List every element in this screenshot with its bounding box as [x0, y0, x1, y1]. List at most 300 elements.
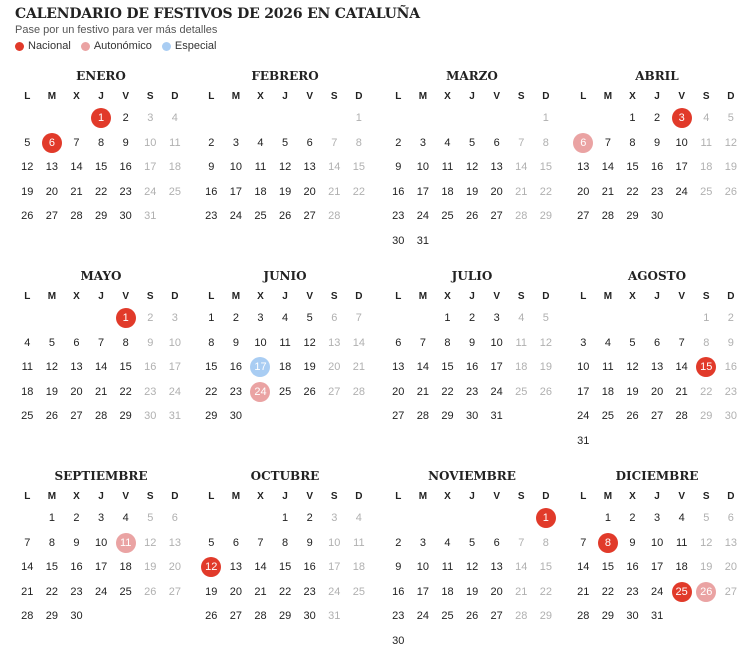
day-cell: 12	[534, 331, 559, 356]
weekday-label: J	[89, 88, 114, 106]
holiday-nacional[interactable]: 1	[534, 506, 559, 531]
day-cell: 5	[138, 506, 163, 531]
day-cell: 7	[322, 131, 347, 156]
week-row	[15, 131, 187, 156]
day-cell: 5	[297, 306, 322, 331]
week-row	[199, 580, 371, 605]
holiday-nacional[interactable]: 12	[199, 555, 224, 580]
day-cell: 31	[571, 429, 596, 454]
day-cell: 7	[64, 131, 89, 156]
weekday-label: S	[322, 88, 347, 106]
weekday-label: V	[484, 288, 509, 306]
weekday-label: M	[411, 88, 436, 106]
day-cell: 25	[509, 380, 534, 405]
week-row	[15, 404, 187, 429]
day-cell: 29	[435, 404, 460, 429]
holiday-nacional[interactable]: 25	[669, 580, 694, 605]
day-cell: 20	[386, 380, 411, 405]
weekday-label: D	[534, 288, 559, 306]
weekday-label: X	[620, 288, 645, 306]
day-cell: 19	[460, 180, 485, 205]
empty-cell	[89, 306, 114, 331]
day-cell: 28	[596, 204, 621, 229]
day-cell: 17	[89, 555, 114, 580]
day-cell: 3	[322, 506, 347, 531]
day-cell: 27	[386, 404, 411, 429]
week-row	[15, 355, 187, 380]
day-cell: 9	[113, 131, 138, 156]
day-cell: 12	[40, 355, 65, 380]
day-cell: 29	[89, 204, 114, 229]
day-cell: 20	[224, 580, 249, 605]
weekday-label: J	[273, 488, 298, 506]
week-row	[15, 506, 187, 531]
day-cell: 17	[484, 355, 509, 380]
week-row	[571, 580, 743, 605]
week-row	[386, 531, 558, 556]
weekday-header	[15, 88, 187, 106]
weekday-label: M	[224, 288, 249, 306]
week-row	[386, 204, 558, 229]
day-cell: 22	[40, 580, 65, 605]
day-cell: 28	[89, 404, 114, 429]
day-cell: 7	[509, 531, 534, 556]
day-cell: 29	[273, 604, 298, 629]
holiday-nacional[interactable]: 8	[596, 531, 621, 556]
day-cell: 22	[273, 580, 298, 605]
empty-cell	[64, 306, 89, 331]
weekday-label: D	[163, 288, 188, 306]
empty-cell	[386, 306, 411, 331]
holiday-nacional[interactable]: 1	[113, 306, 138, 331]
day-cell: 14	[248, 555, 273, 580]
weekday-label: V	[113, 88, 138, 106]
day-cell: 29	[620, 204, 645, 229]
empty-cell	[484, 506, 509, 531]
weekday-label: V	[113, 488, 138, 506]
month-name: OCTUBRE	[199, 468, 371, 484]
day-cell: 11	[669, 531, 694, 556]
day-cell: 16	[386, 580, 411, 605]
month-name: ABRIL	[571, 68, 743, 84]
weekday-label: L	[15, 288, 40, 306]
day-cell: 1	[435, 306, 460, 331]
weekday-label: X	[435, 288, 460, 306]
weekday-label: V	[297, 488, 322, 506]
day-cell: 24	[89, 580, 114, 605]
weekday-label: J	[460, 488, 485, 506]
holiday-autonomico[interactable]: 6	[571, 131, 596, 156]
weekday-label: D	[347, 88, 372, 106]
day-cell: 18	[15, 380, 40, 405]
month-febrero	[199, 68, 371, 229]
day-cell: 3	[411, 531, 436, 556]
weekday-label: L	[386, 288, 411, 306]
day-cell: 28	[669, 404, 694, 429]
day-cell: 10	[322, 531, 347, 556]
week-row	[386, 306, 558, 331]
month-septiembre	[15, 468, 187, 629]
day-cell: 30	[645, 204, 670, 229]
day-cell: 15	[199, 355, 224, 380]
weekday-label: L	[386, 88, 411, 106]
legend-label: Especial	[175, 40, 217, 52]
week-row	[571, 380, 743, 405]
day-cell: 2	[620, 506, 645, 531]
day-cell: 19	[15, 180, 40, 205]
day-cell: 26	[534, 380, 559, 405]
day-cell: 16	[620, 555, 645, 580]
day-cell: 22	[534, 180, 559, 205]
day-cell: 7	[509, 131, 534, 156]
day-cell: 1	[347, 106, 372, 131]
weekday-label: D	[534, 488, 559, 506]
weekday-label: M	[596, 488, 621, 506]
day-cell: 1	[199, 306, 224, 331]
day-cell: 5	[15, 131, 40, 156]
week-row	[199, 555, 371, 580]
day-cell: 20	[719, 555, 744, 580]
day-cell: 6	[719, 506, 744, 531]
day-cell: 27	[484, 204, 509, 229]
day-cell: 27	[645, 404, 670, 429]
day-cell: 19	[694, 555, 719, 580]
day-cell: 8	[113, 331, 138, 356]
weekday-label: M	[40, 488, 65, 506]
week-row	[571, 306, 743, 331]
week-row	[386, 155, 558, 180]
day-cell: 18	[435, 580, 460, 605]
weekday-label: M	[411, 488, 436, 506]
day-cell: 11	[15, 355, 40, 380]
day-cell: 15	[435, 355, 460, 380]
day-cell: 22	[435, 380, 460, 405]
day-cell: 24	[224, 204, 249, 229]
week-row	[199, 331, 371, 356]
day-cell: 12	[620, 355, 645, 380]
day-cell: 17	[669, 155, 694, 180]
weekday-label: V	[669, 288, 694, 306]
day-cell: 9	[386, 555, 411, 580]
day-cell: 29	[694, 404, 719, 429]
weekday-header	[199, 488, 371, 506]
day-cell: 1	[620, 106, 645, 131]
day-cell: 14	[322, 155, 347, 180]
day-cell: 16	[460, 355, 485, 380]
week-row	[15, 531, 187, 556]
day-cell: 13	[484, 155, 509, 180]
day-cell: 14	[411, 355, 436, 380]
weekday-label: L	[15, 488, 40, 506]
weekday-label: S	[694, 288, 719, 306]
weekday-label: L	[386, 488, 411, 506]
month-noviembre	[386, 468, 558, 653]
day-cell: 7	[596, 131, 621, 156]
day-cell: 15	[534, 155, 559, 180]
day-cell: 28	[64, 204, 89, 229]
day-cell: 24	[411, 604, 436, 629]
day-cell: 6	[322, 306, 347, 331]
day-cell: 23	[645, 180, 670, 205]
day-cell: 21	[571, 580, 596, 605]
month-octubre	[199, 468, 371, 629]
weekday-label: D	[347, 288, 372, 306]
day-cell: 7	[248, 531, 273, 556]
day-cell: 7	[669, 331, 694, 356]
day-cell: 15	[273, 555, 298, 580]
day-cell: 25	[435, 604, 460, 629]
month-name: FEBRERO	[199, 68, 371, 84]
empty-cell	[40, 306, 65, 331]
day-cell: 30	[64, 604, 89, 629]
weekday-label: L	[199, 88, 224, 106]
month-diciembre	[571, 468, 743, 629]
weekday-label: D	[719, 488, 744, 506]
weekday-label: V	[297, 288, 322, 306]
weekday-label: V	[113, 288, 138, 306]
weekday-label: X	[435, 88, 460, 106]
week-row	[386, 180, 558, 205]
day-cell: 10	[248, 331, 273, 356]
empty-cell	[435, 106, 460, 131]
weekday-label: M	[40, 288, 65, 306]
day-cell: 28	[248, 604, 273, 629]
month-mayo	[15, 268, 187, 429]
day-cell: 23	[113, 180, 138, 205]
empty-cell	[386, 506, 411, 531]
day-cell: 29	[199, 404, 224, 429]
day-cell: 20	[645, 380, 670, 405]
legend-item-autonomico	[81, 40, 152, 52]
holiday-autonomico[interactable]: 11	[113, 531, 138, 556]
week-row	[15, 555, 187, 580]
day-cell: 6	[64, 331, 89, 356]
day-cell: 22	[113, 380, 138, 405]
holiday-nacional[interactable]: 15	[694, 355, 719, 380]
empty-cell	[435, 506, 460, 531]
day-cell: 23	[460, 380, 485, 405]
day-cell: 2	[224, 306, 249, 331]
week-row	[15, 380, 187, 405]
week-row	[15, 106, 187, 131]
day-cell: 19	[297, 355, 322, 380]
day-cell: 24	[411, 204, 436, 229]
empty-cell	[509, 506, 534, 531]
day-cell: 3	[89, 506, 114, 531]
day-cell: 8	[40, 531, 65, 556]
day-cell: 18	[509, 355, 534, 380]
day-cell: 17	[322, 555, 347, 580]
weekday-label: J	[273, 288, 298, 306]
especial-dot-icon	[162, 42, 171, 51]
day-cell: 27	[322, 380, 347, 405]
weekday-label: J	[645, 288, 670, 306]
day-cell: 12	[460, 555, 485, 580]
day-cell: 21	[509, 580, 534, 605]
day-cell: 19	[719, 155, 744, 180]
week-row	[15, 180, 187, 205]
day-cell: 9	[199, 155, 224, 180]
weekday-label: J	[460, 88, 485, 106]
month-name: NOVIEMBRE	[386, 468, 558, 484]
day-cell: 14	[64, 155, 89, 180]
weekday-header	[15, 488, 187, 506]
day-cell: 16	[645, 155, 670, 180]
day-cell: 4	[15, 331, 40, 356]
holiday-nacional[interactable]: 1	[89, 106, 114, 131]
day-cell: 25	[694, 180, 719, 205]
day-cell: 15	[40, 555, 65, 580]
month-name: AGOSTO	[571, 268, 743, 284]
day-cell: 20	[163, 555, 188, 580]
day-cell: 13	[40, 155, 65, 180]
day-cell: 27	[719, 580, 744, 605]
day-cell: 14	[509, 555, 534, 580]
weekday-label: D	[719, 288, 744, 306]
weekday-label: L	[199, 288, 224, 306]
day-cell: 4	[163, 106, 188, 131]
day-cell: 21	[509, 180, 534, 205]
weekday-label: S	[322, 488, 347, 506]
day-cell: 27	[571, 204, 596, 229]
day-cell: 26	[460, 204, 485, 229]
day-cell: 3	[224, 131, 249, 156]
day-cell: 16	[138, 355, 163, 380]
day-cell: 22	[89, 180, 114, 205]
nacional-dot-icon	[15, 42, 24, 51]
day-cell: 23	[386, 204, 411, 229]
day-cell: 1	[534, 106, 559, 131]
day-cell: 24	[163, 380, 188, 405]
day-cell: 16	[199, 180, 224, 205]
holiday-autonomico[interactable]: 24	[248, 380, 273, 405]
week-row	[15, 331, 187, 356]
week-row	[199, 131, 371, 156]
day-cell: 18	[113, 555, 138, 580]
day-cell: 15	[89, 155, 114, 180]
day-cell: 10	[163, 331, 188, 356]
day-cell: 30	[113, 204, 138, 229]
day-cell: 23	[297, 580, 322, 605]
day-cell: 30	[620, 604, 645, 629]
day-cell: 11	[694, 131, 719, 156]
week-row	[386, 580, 558, 605]
day-cell: 23	[386, 604, 411, 629]
month-name: DICIEMBRE	[571, 468, 743, 484]
day-cell: 31	[411, 229, 436, 254]
day-cell: 10	[89, 531, 114, 556]
empty-cell	[322, 106, 347, 131]
month-enero	[15, 68, 187, 229]
day-cell: 21	[596, 180, 621, 205]
day-cell: 4	[248, 131, 273, 156]
day-cell: 26	[138, 580, 163, 605]
day-cell: 21	[347, 355, 372, 380]
week-row	[571, 180, 743, 205]
week-row	[386, 355, 558, 380]
day-cell: 12	[138, 531, 163, 556]
day-cell: 23	[719, 380, 744, 405]
day-cell: 21	[89, 380, 114, 405]
week-row	[571, 604, 743, 629]
day-cell: 5	[460, 531, 485, 556]
week-row	[15, 580, 187, 605]
day-cell: 28	[571, 604, 596, 629]
day-cell: 27	[224, 604, 249, 629]
day-cell: 23	[620, 580, 645, 605]
day-cell: 2	[113, 106, 138, 131]
day-cell: 9	[386, 155, 411, 180]
day-cell: 24	[138, 180, 163, 205]
week-row	[386, 106, 558, 131]
day-cell: 14	[89, 355, 114, 380]
day-cell: 6	[224, 531, 249, 556]
weekday-label: D	[534, 88, 559, 106]
day-cell: 18	[163, 155, 188, 180]
day-cell: 16	[64, 555, 89, 580]
day-cell: 7	[347, 306, 372, 331]
day-cell: 3	[138, 106, 163, 131]
day-cell: 16	[719, 355, 744, 380]
day-cell: 18	[596, 380, 621, 405]
day-cell: 14	[15, 555, 40, 580]
holiday-nacional[interactable]: 6	[40, 131, 65, 156]
day-cell: 5	[719, 106, 744, 131]
month-junio	[199, 268, 371, 429]
day-cell: 4	[273, 306, 298, 331]
day-cell: 23	[138, 380, 163, 405]
weekday-label: M	[411, 288, 436, 306]
day-cell: 13	[645, 355, 670, 380]
week-row	[386, 506, 558, 531]
weekday-label: L	[571, 488, 596, 506]
weekday-label: D	[719, 88, 744, 106]
weekday-header	[571, 288, 743, 306]
day-cell: 12	[694, 531, 719, 556]
day-cell: 18	[694, 155, 719, 180]
holiday-autonomico[interactable]: 26	[694, 580, 719, 605]
week-row	[571, 106, 743, 131]
weekday-header	[386, 288, 558, 306]
day-cell: 11	[248, 155, 273, 180]
weekday-label: V	[484, 488, 509, 506]
day-cell: 2	[645, 106, 670, 131]
empty-cell	[386, 106, 411, 131]
day-cell: 8	[620, 131, 645, 156]
day-cell: 5	[694, 506, 719, 531]
day-cell: 4	[596, 331, 621, 356]
legend-label: Autonómico	[94, 40, 152, 52]
day-cell: 30	[138, 404, 163, 429]
day-cell: 17	[138, 155, 163, 180]
weekday-label: X	[64, 288, 89, 306]
empty-cell	[411, 506, 436, 531]
day-cell: 16	[113, 155, 138, 180]
empty-cell	[248, 106, 273, 131]
week-row	[15, 306, 187, 331]
holiday-nacional[interactable]: 3	[669, 106, 694, 131]
weekday-label: D	[347, 488, 372, 506]
day-cell: 13	[163, 531, 188, 556]
holiday-especial[interactable]: 17	[248, 355, 273, 380]
day-cell: 1	[694, 306, 719, 331]
day-cell: 2	[460, 306, 485, 331]
month-name: MAYO	[15, 268, 187, 284]
weekday-label: X	[248, 88, 273, 106]
day-cell: 18	[273, 355, 298, 380]
day-cell: 30	[719, 404, 744, 429]
day-cell: 25	[596, 404, 621, 429]
